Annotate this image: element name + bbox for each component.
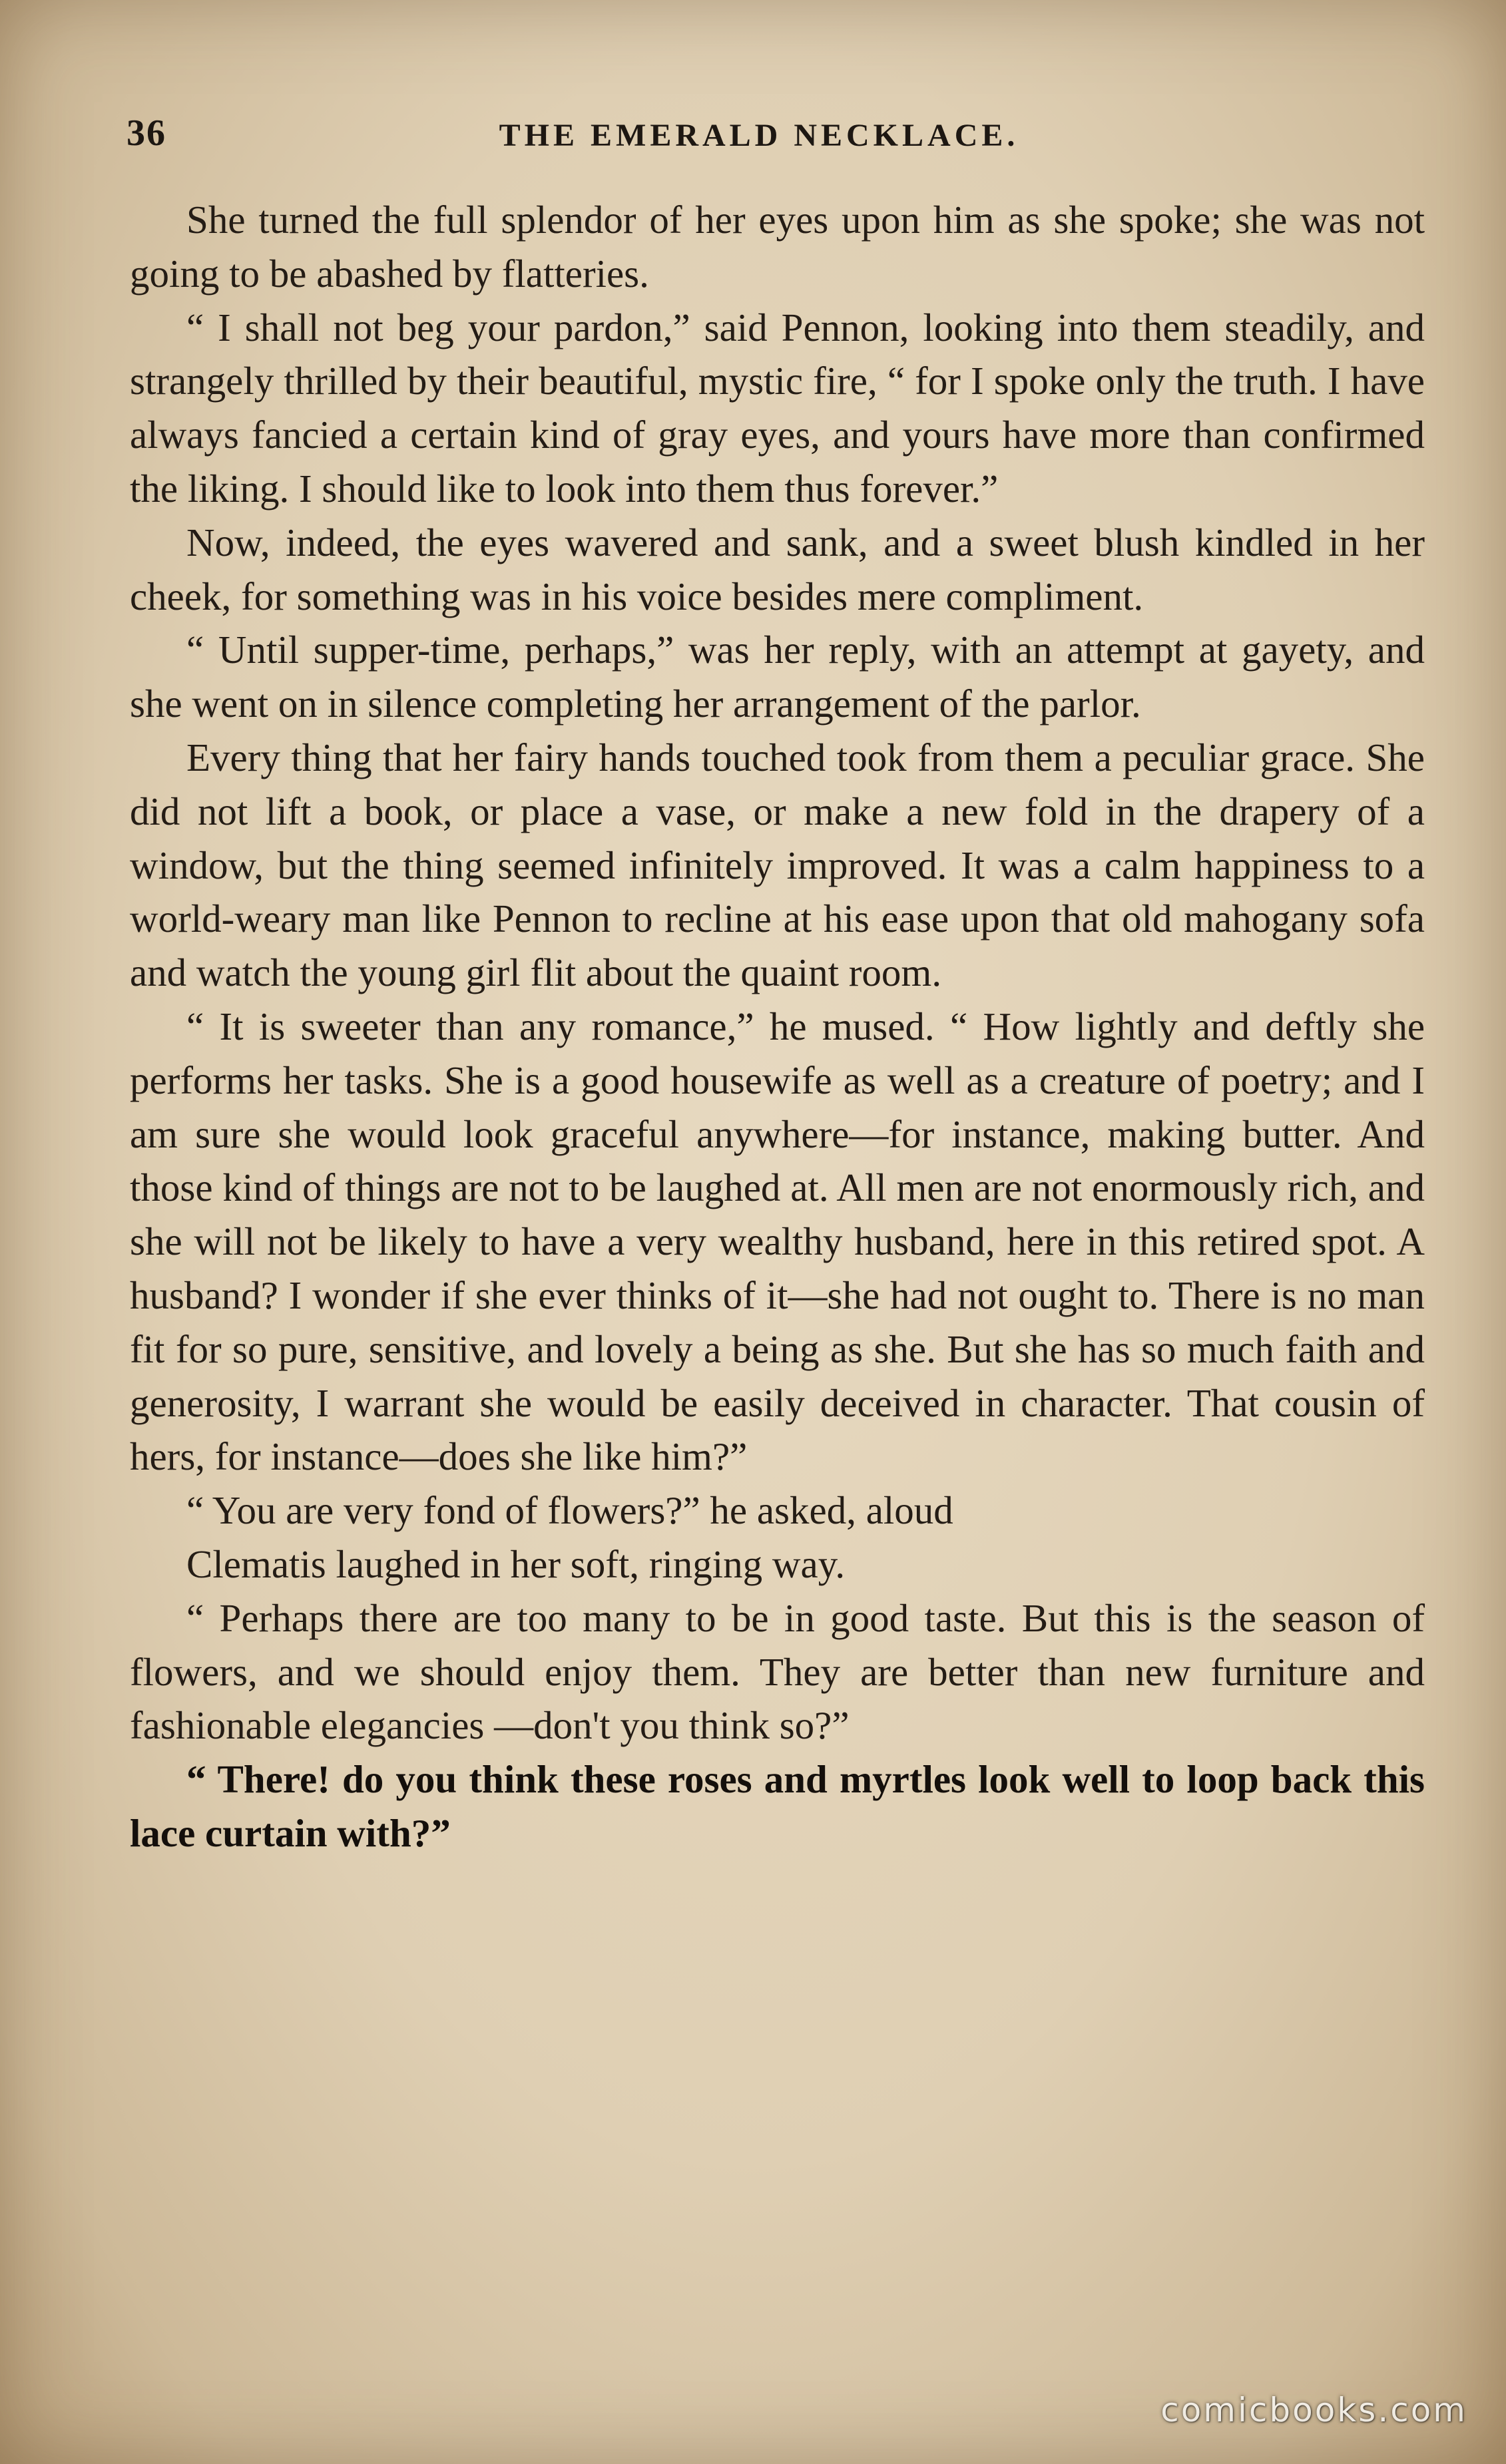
running-title: THE EMERALD NECKLACE. bbox=[499, 118, 1019, 153]
body-text bbox=[130, 193, 1425, 1860]
paragraph: “ There! do you think these roses and myrtles look well to loop back this lace curtain with?” bbox=[130, 1757, 1425, 1855]
paragraph: She turned the full splendor of her eyes upon him as she spoke; she was not going to be abashed by flatteries. bbox=[130, 198, 1425, 296]
paragraph: “ Until supper-time, perhaps,” was her reply, with an attempt at gayety, and she went on in silence completing her arrangement of the parlor. bbox=[130, 628, 1425, 726]
paragraph: “ Perhaps there are too many to be in good taste. But this is the season of flowers, and we should enjoy them. They are better than new furniture and fashionable elegancies —don't you think so?” bbox=[130, 1595, 1425, 1748]
paragraph: Every thing that her fairy hands touched took from them a peculiar grace. She did not lift a book, or place a vase, or make a new fold in the drapery of a window, but the thing seemed infinitely improved. It was a calm happiness to a world-weary man like Pennon to recline at his ease upon that old mahogany sofa and watch the young girl flit about the quaint room. bbox=[130, 735, 1425, 995]
page-number: 36 bbox=[126, 112, 166, 154]
paragraph: “ I shall not beg your pardon,” said Pennon, looking into them steadily, and strangely thrilled by their beautiful, mystic fire, “ for I spoke only the truth. I have always fancied a certain kind of gray eyes, and yours have more than confirmed the liking. I should like to look into them thus forever.” bbox=[130, 305, 1425, 511]
page-header bbox=[126, 100, 1418, 160]
watermark-text: comicbooks.com bbox=[1160, 2391, 1467, 2429]
paragraph: Clematis laughed in her soft, ringing way. bbox=[186, 1541, 846, 1586]
paragraph: Now, indeed, the eyes wavered and sank, and a sweet blush kindled in her cheek, for something was in his voice besides mere compliment. bbox=[130, 520, 1425, 618]
paragraph: “ It is sweeter than any romance,” he mused. “ How lightly and deftly she performs her tasks. She is a good housewife as well as a creature of poetry; and I am sure she would look graceful anywhere—for instance, making butter. And those kind of things are not to be laughed at. All men are not enormously rich, and she will not be likely to have a very wealthy husband, here in this retired spot. A husband? I wonder if she ever thinks of it—she had not ought to. There is no man fit for so pure, sensitive, and lovely a being as she. But she has so much faith and generosity, I warrant she would be easily deceived in character. That cousin of hers, for instance—does she like him?” bbox=[130, 1004, 1425, 1479]
paragraph: “ You are very fond of flowers?” he asked, aloud bbox=[186, 1488, 953, 1533]
